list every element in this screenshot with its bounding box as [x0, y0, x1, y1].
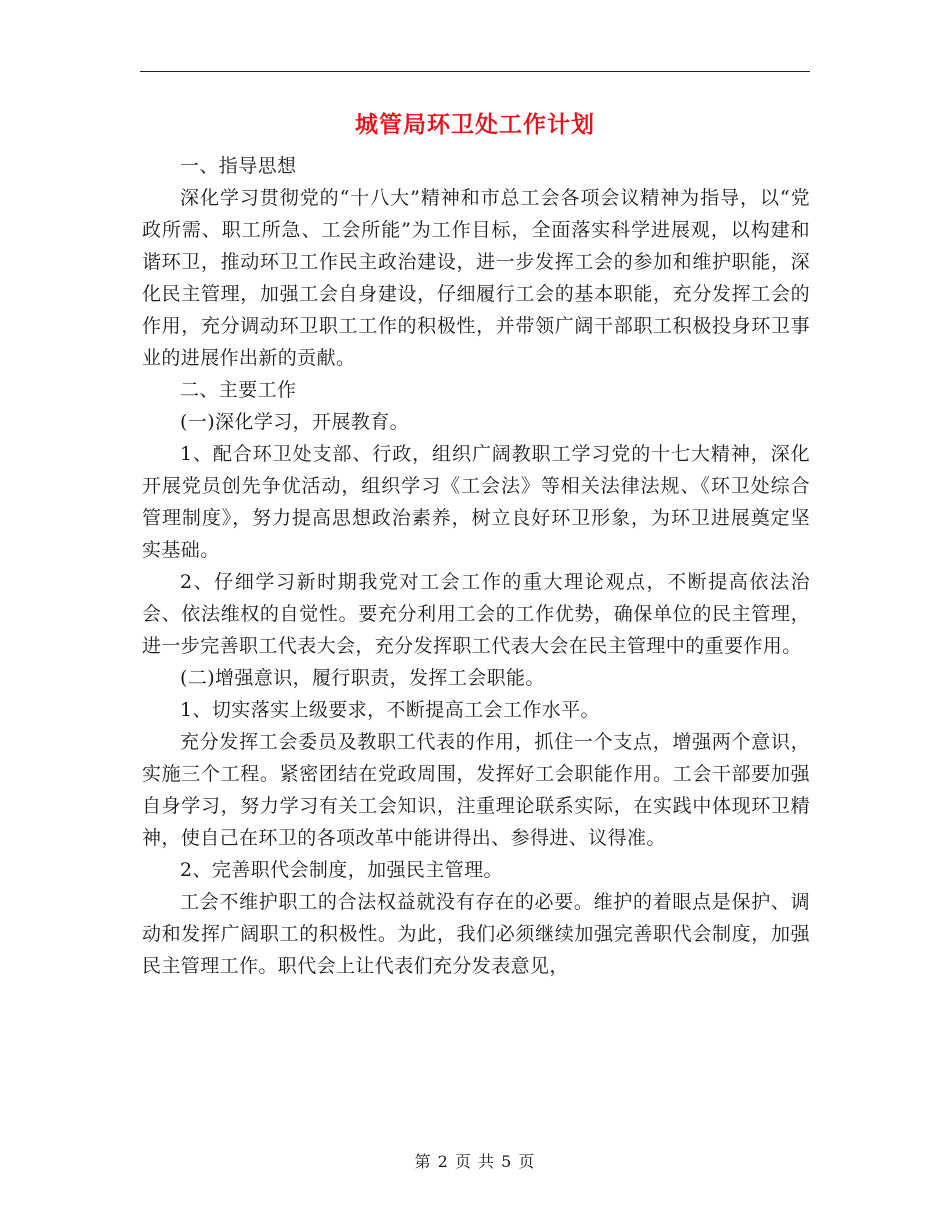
paragraph: 2、仔细学习新时期我党对工会工作的重大理论观点，不断提高依法治会、依法维权的自觉性。要充分利用工会的工作优势，确保单位的民主管理，进一步完善职工代表大会，充分发挥职工代表大会在民主管理中的重要作用。 [142, 571, 810, 657]
section-heading: 一、指导思想 [180, 155, 297, 177]
header-rule [140, 71, 810, 72]
page-number-footer: 第 2 页 共 5 页 [414, 1152, 536, 1171]
paragraph: 充分发挥工会委员及教职工代表的作用，抓住一个支点，增强两个意识，实施三个工程。紧密团结在党政周围，发挥好工会职能作用。工会干部要加强自身学习，努力学习有关工会知识，注重理论联系实际，在实践中体现环卫精神，使自己在环卫的各项改革中能讲得出、参得进、议得准。 [142, 731, 810, 849]
paragraph: 1、配合环卫处支部、行政，组织广阔教职工学习党的十七大精神，深化开展党员创先争优活动，组织学习《工会法》等相关法律法规、《环卫处综合管理制度》，努力提高思想政治素养，树立良好环卫形象，为环卫进展奠定坚实基础。 [142, 443, 810, 561]
paragraph: 工会不维护职工的合法权益就没有存在的必要。维护的着眼点是保护、调动和发挥广阔职工的积极性。为此，我们必须继续加强完善职代会制度，加强民主管理工作。职代会上让代表们充分发表意见， [142, 891, 810, 977]
paragraph: 深化学习贯彻党的“十八大”精神和市总工会各项会议精神为指导，以“党政所需、职工所急、工会所能”为工作目标，全面落实科学进展观，以构建和谐环卫，推动环卫工作民主政治建设，进一步发挥工会的参加和维护职能，深化民主管理，加强工会自身建设，仔细履行工会的基本职能，充分发挥工会的作用，充分调动环卫职工工作的积极性，并带领广阔干部职工积极投身环卫事业的进展作出新的贡献。 [142, 187, 810, 369]
subsection-heading: (一)深化学习，开展教育。 [180, 411, 410, 433]
subsection-heading: (二)增强意识，履行职责，发挥工会职能。 [180, 667, 545, 689]
document-body [142, 150, 810, 982]
item-heading: 2、完善职代会制度，加强民主管理。 [180, 859, 503, 881]
document-title: 城管局环卫处工作计划 [355, 111, 595, 138]
section-heading: 二、主要工作 [180, 379, 297, 401]
item-heading: 1、切实落实上级要求，不断提高工会工作水平。 [180, 699, 600, 721]
